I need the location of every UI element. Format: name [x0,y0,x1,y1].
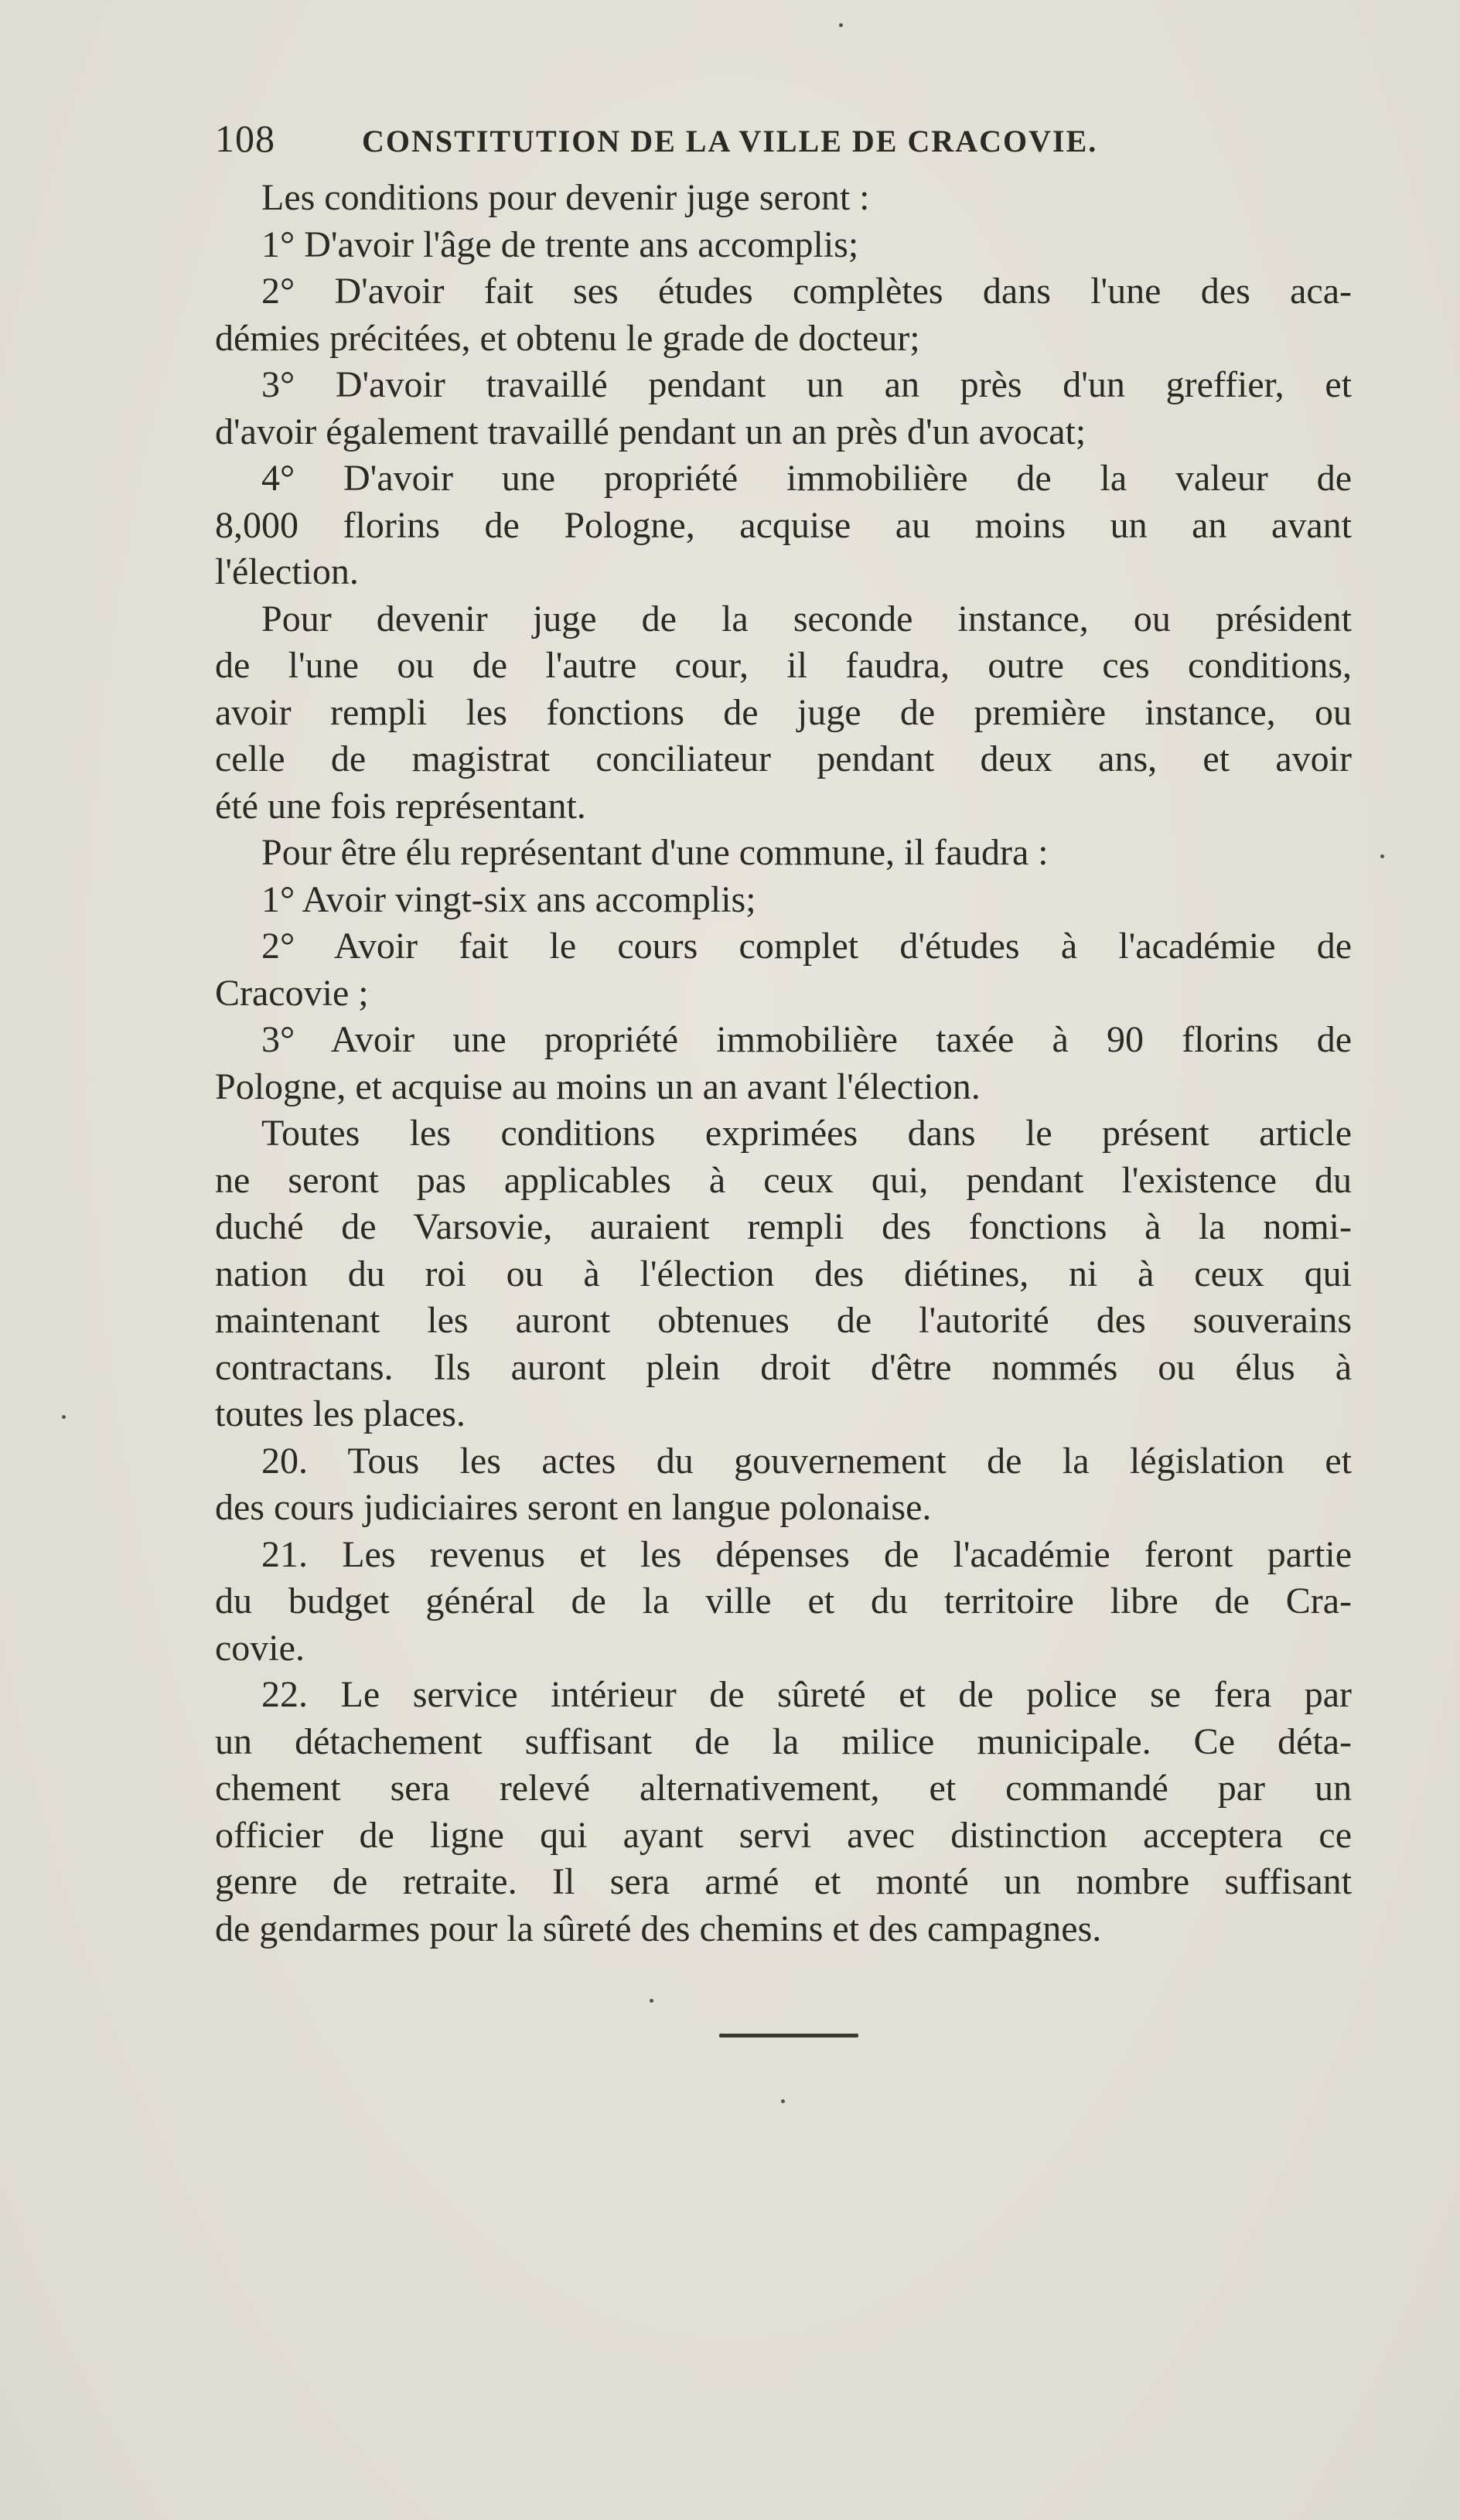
running-title: CONSTITUTION DE LA VILLE DE CRACOVIE. [362,124,1098,159]
text-line: ne seront pas applicables à ceux qui, pendant l'existence du [215,1159,1352,1201]
text-line: covie. [215,1627,305,1669]
text-line: Pour être élu représentant d'une commune, il faudra : [261,832,1049,873]
text-line: des cours judiciaires seront en langue polonaise. [215,1487,932,1528]
paper-speck [1380,854,1384,858]
text-line: avoir rempli les fonctions de juge de première instance, ou [215,691,1352,733]
text-line: du budget général de la ville et du territoire libre de Cra- [215,1581,1352,1621]
paper-speck [781,2099,785,2103]
text-line: Toutes les conditions exprimées dans le présent article [261,1113,1352,1154]
text-line: un détachement suffisant de la milice municipale. Ce déta- [215,1720,1352,1762]
text-line: démies précitées, et obtenu le grade de docteur; [215,317,920,359]
text-line: 1° D'avoir l'âge de trente ans accomplis; [261,223,859,265]
text-line: chement sera relevé alternativement, et commandé par un [215,1768,1352,1809]
text-line: 2° Avoir fait le cours complet d'études à l'académie de [261,926,1352,967]
text-line: Cracovie ; [215,972,369,1014]
body-text [215,175,1352,1952]
paper-speck [62,1415,66,1419]
text-line: d'avoir également travaillé pendant un an près d'un avocat; [215,411,1086,452]
text-line: Les conditions pour devenir juge seront : [261,177,870,218]
text-line: l'élection. [215,551,359,592]
text-line: Pour devenir juge de la seconde instance, ou président [261,598,1352,639]
text-line: de l'une ou de l'autre cour, il faudra, outre ces conditions, [215,645,1352,686]
text-line: officier de ligne qui ayant servi avec distinction acceptera ce [215,1814,1352,1856]
text-line: contractans. Ils auront plein droit d'être nommés ou élus à [215,1346,1352,1388]
text-line: 3° Avoir une propriété immobilière taxée à 90 florins de [261,1019,1352,1060]
text-line: 1° Avoir vingt-six ans accomplis; [261,878,756,920]
text-line: toutes les places. [215,1393,466,1434]
page-number: 108 [215,117,275,160]
text-line: 21. Les revenus et les dépenses de l'académie feront partie [261,1533,1352,1575]
text-line: celle de magistrat conciliateur pendant deux ans, et avoir [215,738,1352,779]
running-head [215,116,1352,172]
text-line: genre de retraite. Il sera armé et monté un nombre suffisant [215,1861,1352,1902]
text-line: maintenant les auront obtenues de l'autorité des souverains [215,1300,1352,1341]
text-line: 22. Le service intérieur de sûreté et de police se fera par [261,1674,1352,1715]
text-line: été une fois représentant. [215,785,586,827]
text-line: 20. Tous les actes du gouvernement de la législation et [261,1440,1352,1482]
text-line: de gendarmes pour la sûreté des chemins et des campagnes. [215,1908,1102,1949]
paper-speck [839,23,843,27]
text-line: Pologne, et acquise au moins un an avant l'élection. [215,1066,981,1107]
tail-ornament-rule [719,2034,858,2037]
text-line: 8,000 florins de Pologne, acquise au moins un an avant [215,504,1352,546]
text-line: nation du roi ou à l'élection des diétines, ni à ceux qui [215,1253,1352,1294]
text-line: 3° D'avoir travaillé pendant un an près d'un greffier, et [261,364,1352,405]
text-block [215,116,1352,1952]
paper-speck [650,1999,653,2003]
text-line: 2° D'avoir fait ses études complètes dans l'une des aca- [261,271,1352,312]
text-line: 4° D'avoir une propriété immobilière de la valeur de [261,458,1352,499]
text-line: duché de Varsovie, auraient rempli des fonctions à la nomi- [215,1206,1352,1247]
